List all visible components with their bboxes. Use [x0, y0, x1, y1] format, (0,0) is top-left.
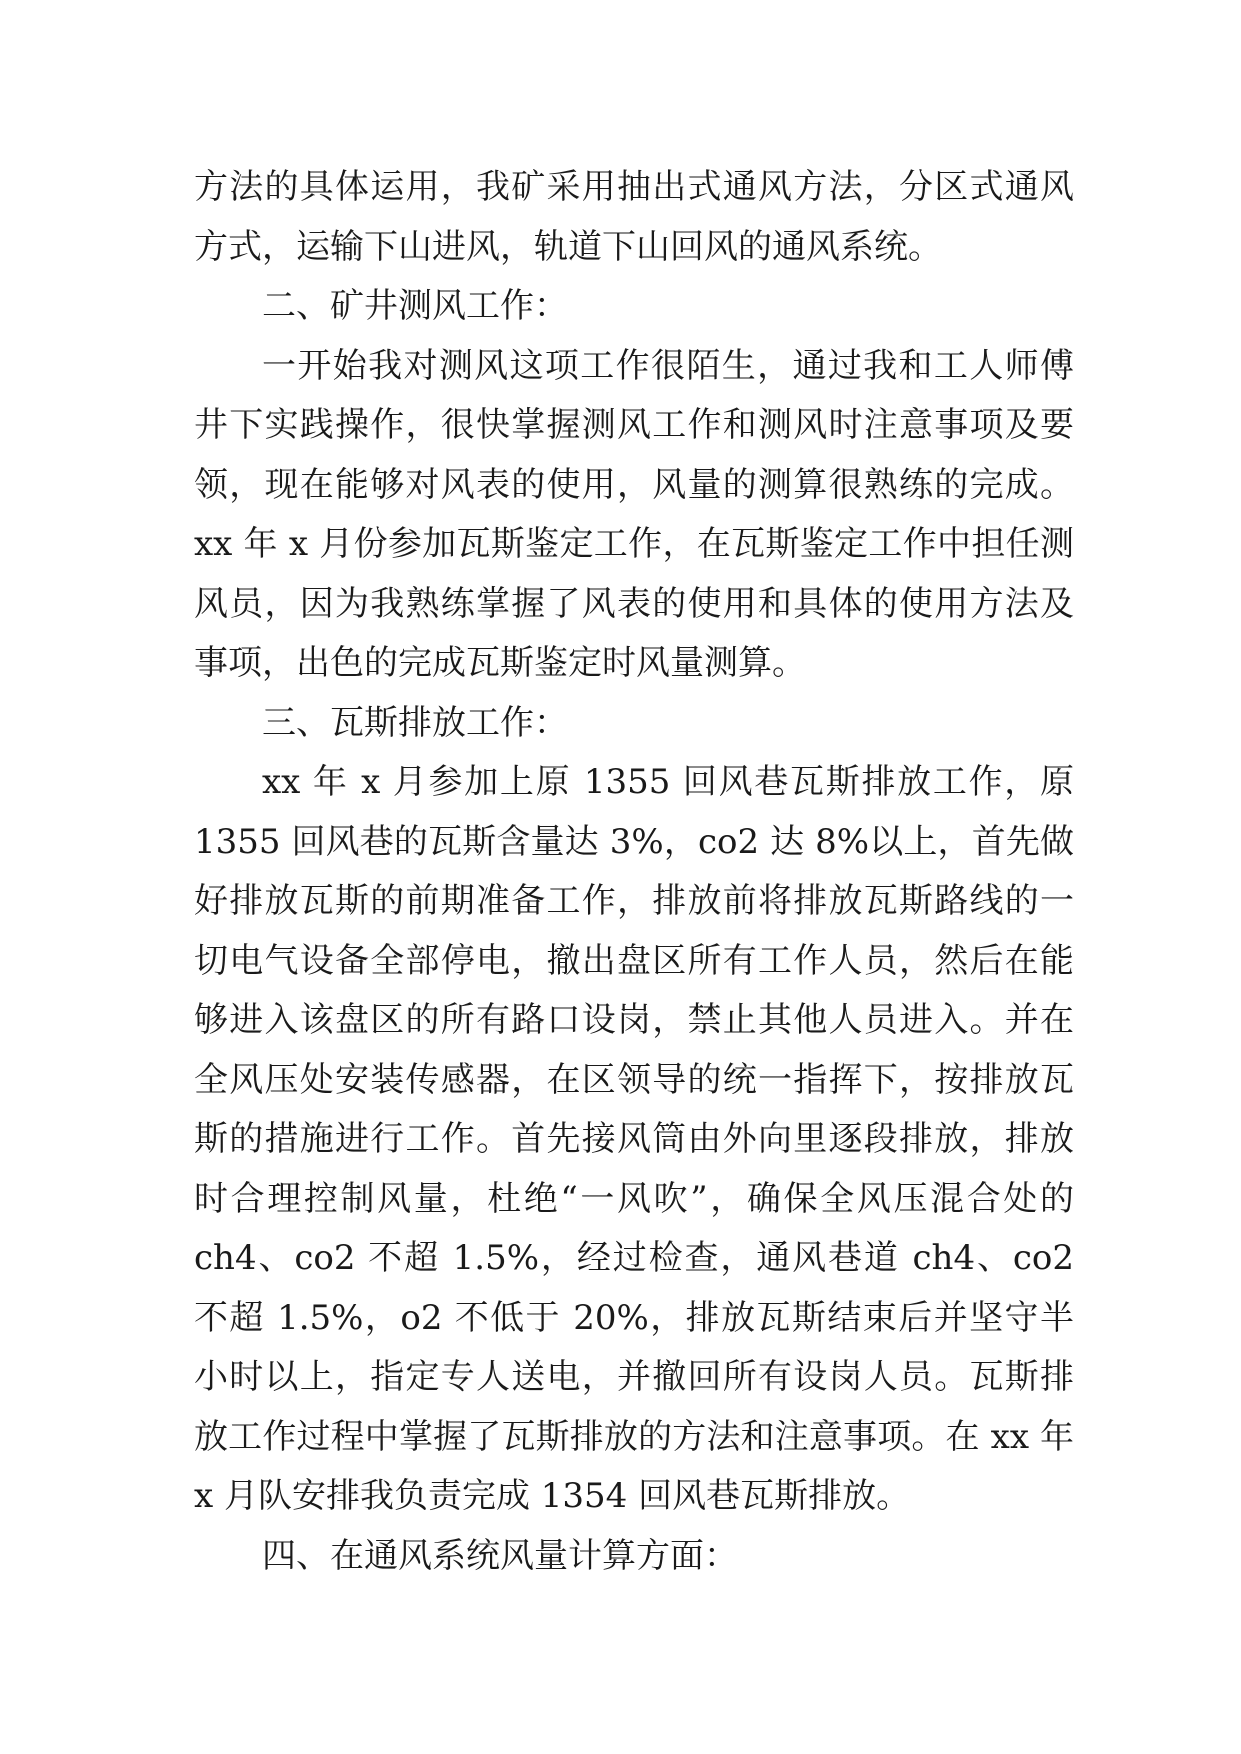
section-heading-gas-discharge: 三、瓦斯排放工作： — [262, 702, 568, 743]
paragraph-air-measurement: 一开始我对测风这项工作很陌生，通过我和工人师傅井下实践操作，很快掌握测风工作和测风时注意事项及要领，现在能够对风表的使用，风量的测算很熟练的完成。xx 年 x 月份参加瓦斯鉴定工作，在瓦斯鉴定工作中担任测风员，因为我熟练掌握了风表的使用和具体的使用方法及事项，出色的完成瓦斯鉴定时风量测算。 — [194, 345, 1074, 683]
document-body — [194, 158, 1074, 1586]
section-heading-air-measurement: 二、矿井测风工作： — [262, 286, 568, 326]
paragraph-ventilation-method: 方法的具体运用，我矿采用抽出式通风方法，分区式通风方式，运输下山进风，轨道下山回风的通风系统。 — [194, 167, 1074, 267]
paragraph-gas-discharge: xx 年 x 月参加上原 1355 回风巷瓦斯排放工作，原 1355 回风巷的瓦斯含量达 3%，co2 达 8%以上，首先做好排放瓦斯的前期准备工作，排放前将排放瓦斯路线的一切电气设备全部停电，撤出盘区所有工作人员，然后在能够进入该盘区的所有路口设岗，禁止其他人员进入。并在全风压处安装传感器，在区领导的统一指挥下，按排放瓦斯的措施进行工作。首先接风筒由外向里逐段排放，排放时合理控制风量，杜绝“一风吹”，确保全风压混合处的 ch4、co2 不超 1.5%，经过检查，通风巷道 ch4、co2 不超 1.5%，o2 不低于 20%，排放瓦斯结束后并坚守半小时以上，指定专人送电，并撤回所有设岗人员。瓦斯排放工作过程中掌握了瓦斯排放的方法和注意事项。在 xx 年 x 月队安排我负责完成 1354 回风巷瓦斯排放。 — [194, 762, 1074, 1516]
section-heading-airflow-calculation: 四、在通风系统风量计算方面： — [262, 1535, 738, 1576]
